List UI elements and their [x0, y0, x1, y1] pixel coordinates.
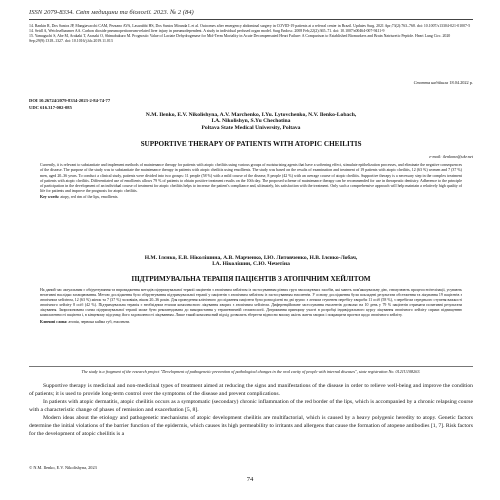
- keywords-text: atopy, red rim of the lips, emollients.: [60, 193, 119, 199]
- author-line: I.A. Nikolishyn, S.Yu Chechotina: [211, 118, 291, 125]
- udc: UDC 616.317-002-085: [29, 104, 72, 110]
- received-date: [414, 80, 473, 85]
- article-body: [29, 382, 473, 438]
- author-line: Н.М. Ілєнко, Е.В. Ніколішина, А.В. Марченко, І.Ю. Литовченко, Н.В. Ілєнко-Лобач,: [144, 255, 358, 261]
- received-label: Стаття надійшла: [413, 80, 449, 85]
- article-title-en: SUPPORTIVE THERAPY OF PATIENTS WITH ATOPIC CHEILITIS: [140, 140, 362, 148]
- abstract-en: [40, 162, 462, 199]
- abstract-uk: [40, 288, 462, 324]
- header-rule: [29, 19, 473, 20]
- abstract-text: Currently, it is relevant to substantiate and implement methods of maintenance therapy for patients with atopic cheilitis using various groups of moisturizing agents that have a softening effect, stimulate epithelization processes, and eliminate the negative consequences of the disease. The purpose of the study was to substantiate the maintenance therapy in patients with atopic cheilitis using emollients. The study was based on the results of examination and treatment of 19 patients with atopic cheilitis, 12 (63 %) women and 7 (37 %) men, aged 20–36 years. To conduct a clinical study, patients were divided into two groups: 11 people (58 %) with a mild course of the disease, 8 people (42 %) with an average course of atopic cheilitis. Supportive therapy is a necessary step in the complex treatment of patients with atopic cheilitis. Differentiated use of emollients allows 79 % of patients to obtain positive treatment results on the 10th day. The proposed scheme of maintenance therapy can be recommended for use in therapeutic dentistry. Adherence to the principle of participation in the development of an individual course of treatment for atopic cheilitis helps to increase the patient's compliance and, ultimately, his satisfaction with the treatment. Only such a comprehensive approach will help maintain a relatively high quality of life for patients and improve the prognosis for atopic cheilitis.: [40, 162, 462, 194]
- authors-uk: [29, 255, 473, 268]
- section-divider: [29, 366, 473, 367]
- funding-note: The study is a fragment of the research project "Development of pathogenetic prevention of pathological changes in the oral cavity of people with internal diseases", state registration No. 0121U108263.: [81, 369, 421, 374]
- article-identifiers: [29, 98, 110, 112]
- keywords-text: атопія, червона кайма губ, емоленти.: [68, 318, 131, 324]
- doi[interactable]: DOI 10.26724/2079-8334-2023-2-84-74-77: [29, 98, 111, 103]
- reference-list: [29, 24, 473, 44]
- authors-en: [29, 112, 473, 131]
- affiliation: Poltava State Medical University, Poltava: [201, 124, 301, 131]
- keywords-label: Key words:: [40, 193, 60, 199]
- page-number: 74: [246, 476, 254, 483]
- running-head: ISSN 2079-8334. Світ медицини та біології. 2023. № 2 (84): [29, 9, 194, 16]
- body-paragraph: Modern ideas about the etiology and pathogenetic mechanisms of atopic development cheilitis are multifactorial, which is caused by a heavy polygenic heredity to atopy. Genetic factors determine the initial violations of the barrier function of the epidermis, which causes its high permeability to irritants and allergens that cause the formation of atopene antibodies [1, 7]. Risk factors for the development of atopic cheilitis is a: [29, 415, 473, 438]
- copyright: © N.M. Ilenko, E.V. Nikolishyna, 2023: [29, 465, 97, 470]
- received-value: 18.04.2022 р.: [449, 80, 473, 85]
- keywords-en: [40, 194, 462, 199]
- author-line: І.А. Ніколішин, С.Ю. Чечетіна: [212, 261, 290, 268]
- keywords-label: Ключові слова:: [40, 318, 68, 324]
- abstract-text: На даний час актуальним є обґрунтування та впровадження методів підтримувальної терапії пацієнтів з атопічним хейлітом із застосуванням різних груп зволожуючих засобів, які мають пом'якшувальну дію, стимулюють процеси епітелізації, усувають негативні наслідки захворювання. Метою дослідження було обґрунтування підтримувальної терапії у пацієнтів з атопічним хейлітом із застосуванням емолентів. У основу дослідження були покладені результати обстеження та лікування 19 пацієнтів з атопічним хейлітом, 12 (63 %) жінок та 7 (37 %) чоловіків, віком 20–36 років. Для проведення клінічного дослідження пацієнти були розподілені на дві групи: з легким ступенем перебігу хвороби 11 осіб (58 %), з перебігом середнього ступеня важкості атопічного хейліту 8 осіб (42 %). Підтримувальна терапія є необхідним етапом комплексного лікування хворих з атопічним хейлітом. Диференційоване застосування емолентів дозволяє на 10 день у 79 % пацієнтів отримати позитивні результати лікування. Запропонована схема підтримувальної терапії може бути рекомендована до використання у терапевтичній стоматології. Дотримання принципу участі в розробці індивідуального курсу лікування атопічного хейліту сприяє підвищенню комплаєнтності пацієнта і, в кінцевому підсумку, його задоволеності лікуванням. Лише такий комплексний підхід дозволить зберегти відносно високу якість життя хворих і покращити прогноз щодо атопічного хейліту.: [40, 288, 462, 318]
- body-paragraph: In patients with atopic dermatitis, atopic cheilitis occurs as a symptomatic (secondary) chronic inflammation of the red border of the lips, which is accompanied by a chronic relapsing course with a characteristic change of phases of remission and exacerbation [5, 8].: [29, 399, 473, 414]
- contact-email[interactable]: e-mail: ilenkonn@ukr.net: [429, 154, 473, 159]
- body-paragraph: Supportive therapy is medicinal and non-medicinal types of treatment aimed at reducing the signs and manifestations of the disease in order to relieve well-being and improve the condition of patients; it is used to provide long-term control over the symptoms of the disease and prevent complications.: [29, 383, 473, 398]
- author-line: N.M. Ilenko, E.V. Nikolishyna, A.V. Marchenko, I.Yu. Lytovchenko, N.V. Ilenko-Lobach,: [145, 112, 357, 118]
- reference-item: 14. Seidl A, Weichselbaumer AA. Carbon dioxide pneumoperitoneum-related liver injury in pneumodependent. A study in individual perfused organ model. Surg Endosc. 2008 Feb;22(2):365–71. doi: 10.1007/s00464-007-9411-9: [29, 29, 385, 34]
- reference-item: 15. Yamaguchi S, Abe M, Arakaki T, Arasaki O, Shimabukuro M. Prognostic Value of Lactate Dehydrogenase for Mid-Term Mortality in Acute Decompensated Heart Failure: A Comparison to Established Biomarkers and Brain Natriuretic Peptide. Heart Lung Circ. 2020 Sep;29(9):1318–1327. doi: 10.1016/j.hlc.2019.11.013: [29, 34, 451, 44]
- keywords-uk: [40, 319, 462, 324]
- reference-item: 14. Rankin R, Dos Santos JP, Mangiavacchi CAM, Pezzano AVA, Lasarabbi HS, Dos Santos Miranda L et al. Outcomes after emergency abdominal surgery in COVID-19 patients at a referral center in Brazil. Updates Surg. 2021 Apr;73(2):763–768. doi: 10.1007/s13304-021-01007-5: [29, 24, 471, 28]
- article-title-uk: ПІДТРИМУВАЛЬНА ТЕРАПІЯ ПАЦІЄНТІВ З АТОПІЧНИМ ХЕЙЛІТОМ: [131, 275, 371, 283]
